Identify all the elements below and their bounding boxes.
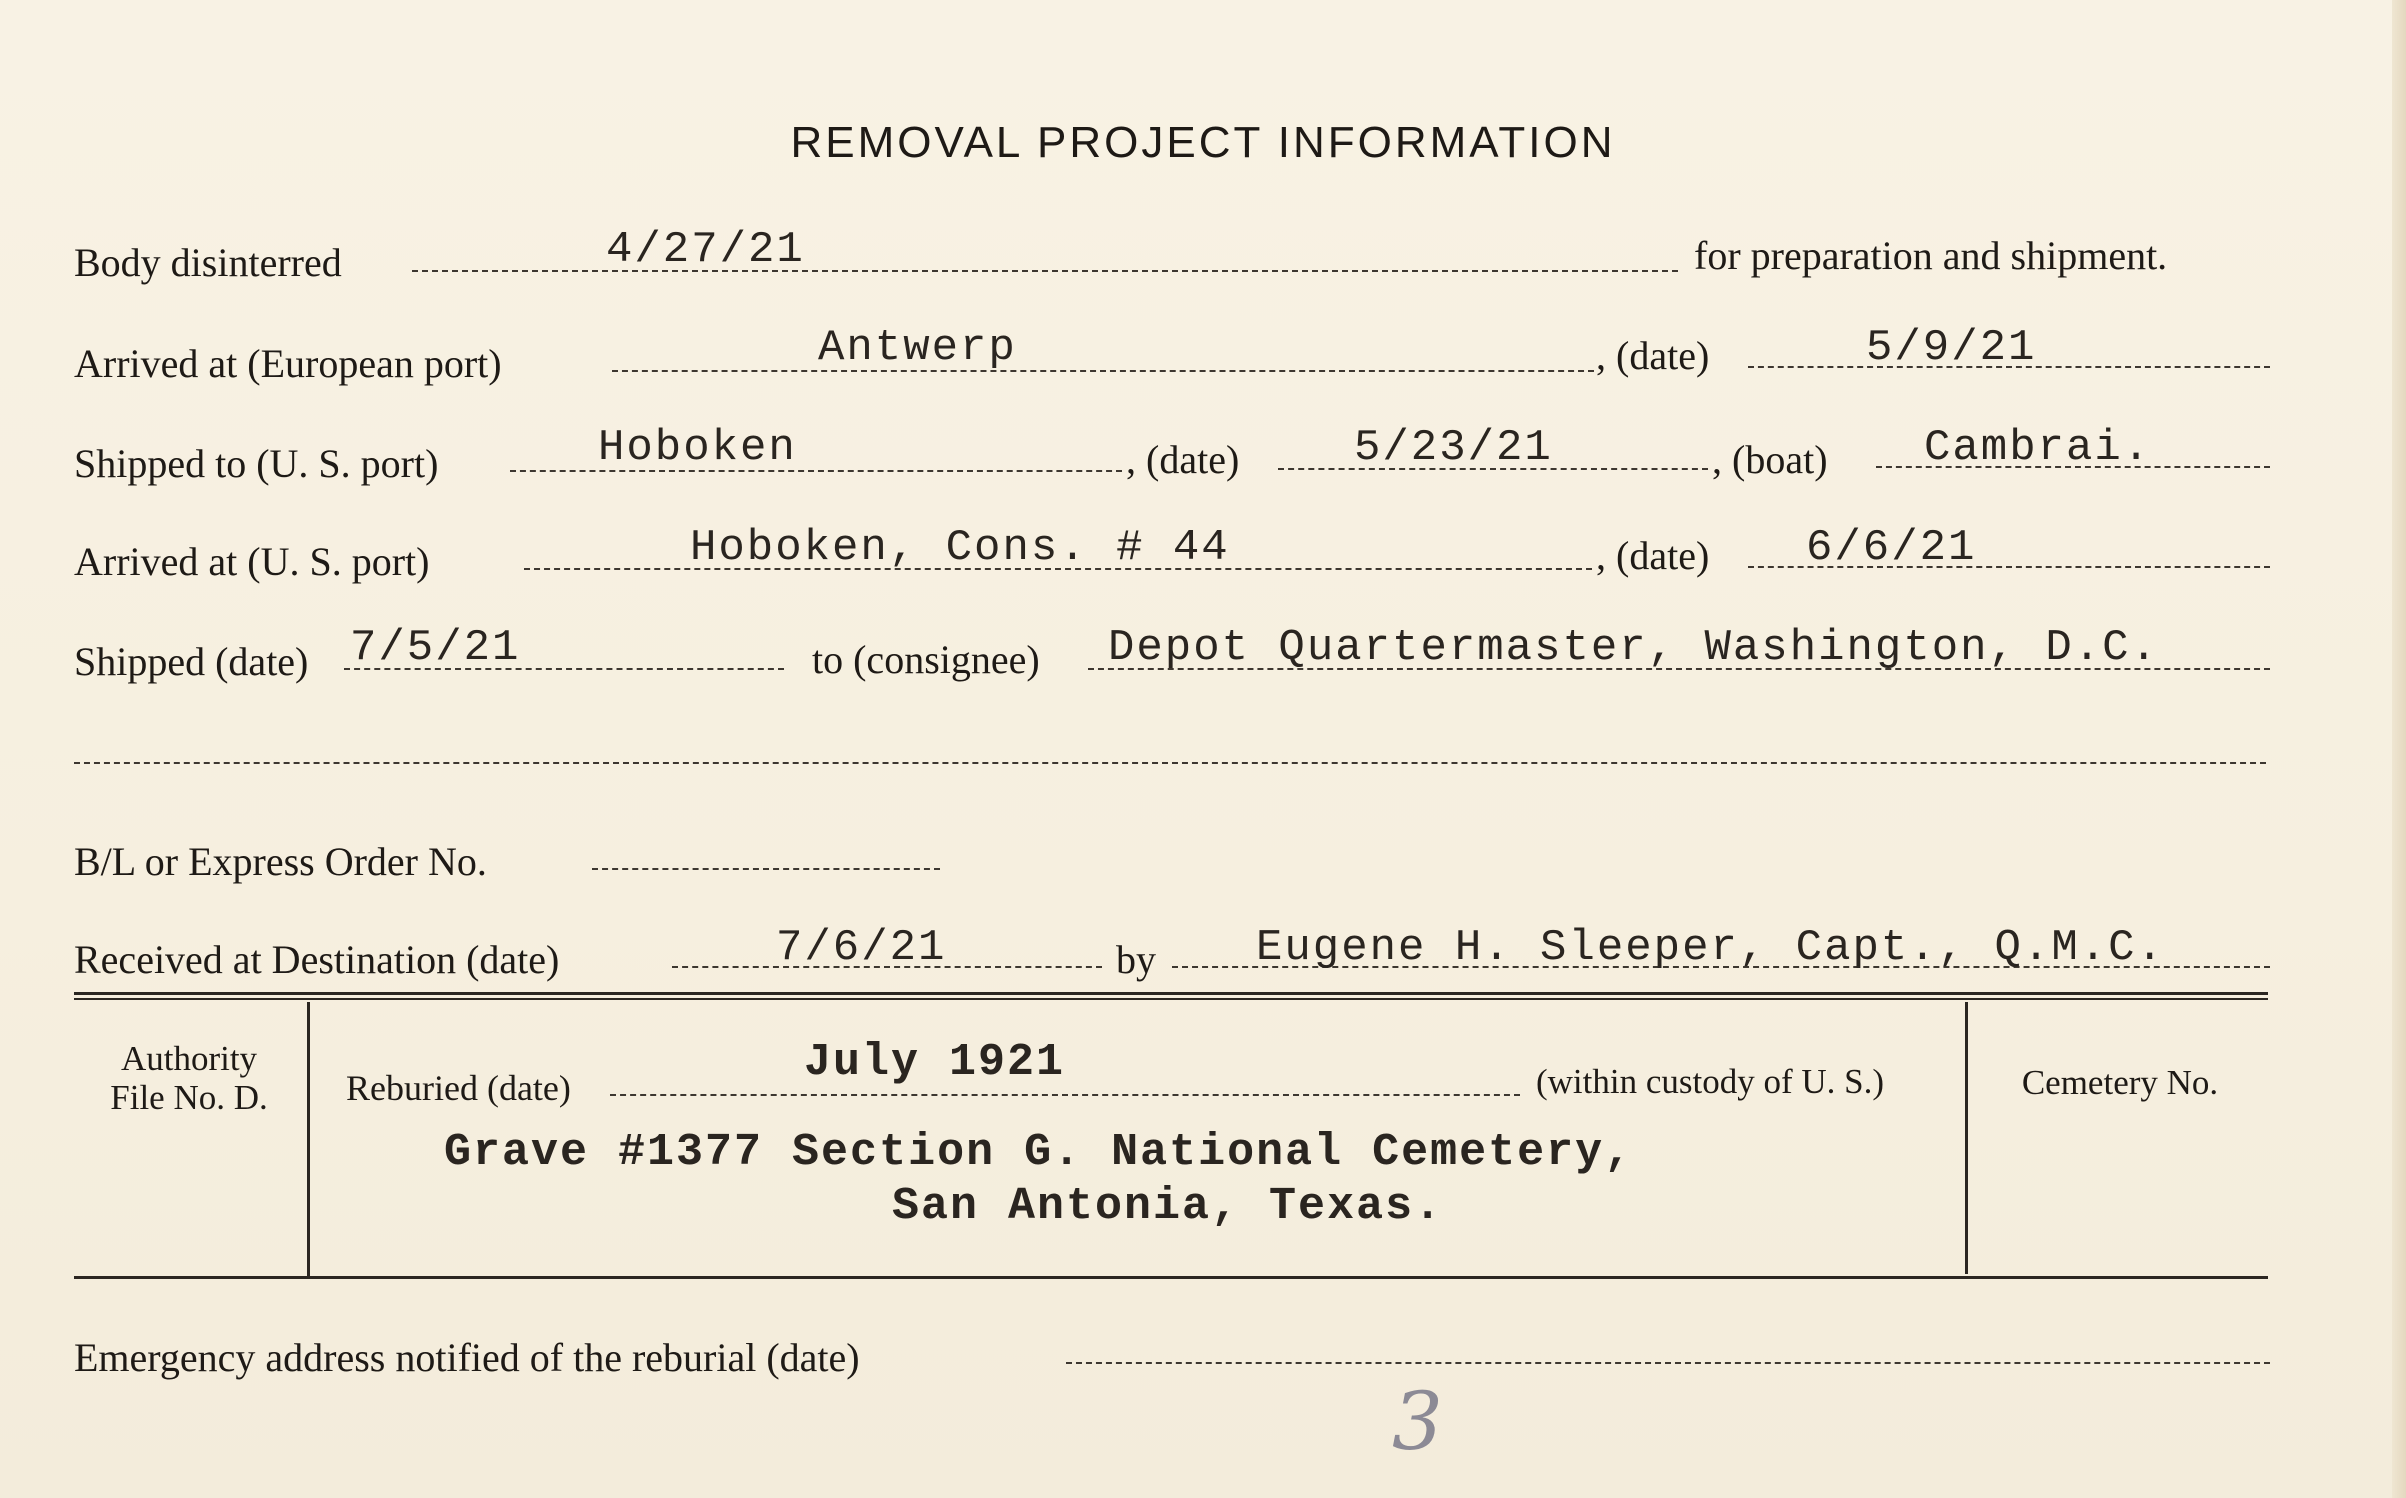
- arrived-us-port-label: Arrived at (U. S. port): [74, 539, 430, 584]
- body-disinterred-label: Body disinterred: [74, 240, 342, 285]
- grave-line-1: Grave #1377 Section G. National Cemetery,: [444, 1127, 1634, 1178]
- custody-label: (within custody of U. S.): [1536, 1062, 1885, 1101]
- blank-line: [74, 762, 2266, 764]
- arrived-us-date-value: 6/6/21: [1806, 523, 1977, 573]
- arrived-european-date-label: , (date): [1596, 333, 1710, 378]
- received-by-value: Eugene H. Sleeper, Capt., Q.M.C.: [1256, 923, 2165, 973]
- shipped-us-port-value: Hoboken: [598, 423, 797, 473]
- arrived-european-date: 5/9/21: [1866, 323, 2037, 373]
- bl-order-label: B/L or Express Order No.: [74, 839, 487, 884]
- box-divider-right: [1965, 1002, 1968, 1274]
- body-disinterred-line: [412, 270, 1678, 272]
- boat-label: , (boat): [1712, 437, 1828, 482]
- card-edge: [2392, 0, 2406, 1498]
- arrived-us-date-label: , (date): [1596, 533, 1710, 578]
- bl-order-line: [592, 868, 940, 870]
- received-date-value: 7/6/21: [776, 923, 947, 973]
- authority-label: [82, 1040, 296, 1117]
- arrived-european-line: [612, 370, 1594, 372]
- received-by-label: by: [1116, 937, 1156, 982]
- arrived-us-port-value: Hoboken, Cons. # 44: [690, 523, 1230, 573]
- emergency-line: [1066, 1362, 2270, 1364]
- authority-label-line-1: Authority: [120, 1039, 258, 1078]
- pencil-mark: 3: [1392, 1375, 1443, 1468]
- body-disinterred-value: 4/27/21: [606, 225, 805, 275]
- shipped-date-label: , (date): [1126, 437, 1240, 482]
- shipped-label: Shipped (date): [74, 639, 309, 684]
- grave-line-2: San Antonia, Texas.: [892, 1181, 1444, 1232]
- reburied-line: [610, 1094, 1520, 1096]
- box-divider-left: [307, 1002, 310, 1278]
- box-bottom-rule: [74, 1276, 2268, 1279]
- consignee-label: to (consignee): [812, 637, 1040, 682]
- card-title: REMOVAL PROJECT INFORMATION: [790, 118, 1616, 167]
- received-label: Received at Destination (date): [74, 937, 560, 982]
- emergency-label: Emergency address notified of the reburial (date): [74, 1335, 860, 1380]
- authority-label-line-2: File No. D.: [110, 1077, 268, 1117]
- reburied-date-value: July 1921: [804, 1037, 1066, 1088]
- box-top-rule-2: [74, 998, 2268, 1000]
- cemetery-no-label: Cemetery No.: [2021, 1063, 2219, 1102]
- arrived-european-label: Arrived at (European port): [74, 341, 502, 386]
- box-top-rule-1: [74, 992, 2268, 995]
- reburied-label: Reburied (date): [346, 1068, 571, 1108]
- shipment-suffix-label: for preparation and shipment.: [1694, 233, 2168, 278]
- shipped-date-value: 5/23/21: [1354, 423, 1553, 473]
- boat-value: Cambrai.: [1924, 423, 2152, 473]
- consignee-value: Depot Quartermaster, Washington, D.C.: [1108, 623, 2159, 673]
- shipped-us-port-label: Shipped to (U. S. port): [74, 441, 439, 486]
- arrived-european-value: Antwerp: [818, 323, 1017, 373]
- shipped-date-value: 7/5/21: [350, 623, 521, 673]
